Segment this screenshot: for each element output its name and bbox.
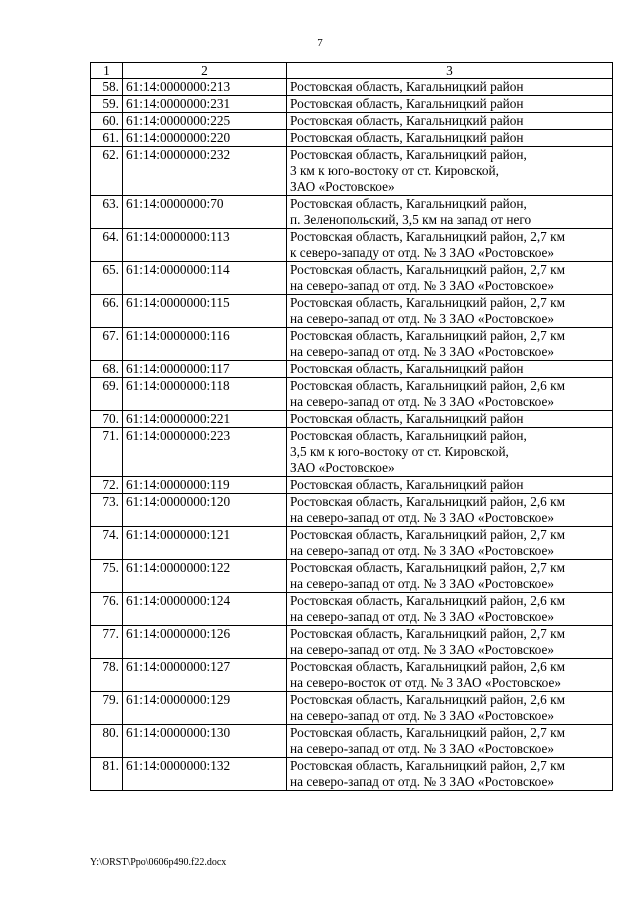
location-address: [287, 130, 613, 147]
location-address: [287, 758, 613, 791]
row-number: 70.: [91, 411, 123, 428]
address-line: Ростовская область, Кагальницкий район, 2,6 км: [290, 593, 566, 608]
cadastral-number: 61:14:0000000:121: [123, 527, 287, 560]
row-number: 76.: [91, 593, 123, 626]
table-header-row: [91, 63, 613, 79]
row-number: 69.: [91, 378, 123, 411]
cadastral-number: 61:14:0000000:114: [123, 262, 287, 295]
cadastral-number: 61:14:0000000:116: [123, 328, 287, 361]
row-number: 71.: [91, 428, 123, 477]
cadastral-number: 61:14:0000000:130: [123, 725, 287, 758]
row-number: 77.: [91, 626, 123, 659]
row-number: 66.: [91, 295, 123, 328]
row-number: 78.: [91, 659, 123, 692]
table-row: [91, 494, 613, 527]
address-line: Ростовская область, Кагальницкий район, 2,6 км: [290, 494, 566, 509]
table-row: [91, 113, 613, 130]
table-row: [91, 411, 613, 428]
address-line: на северо-запад от отд. № 3 ЗАО «Ростовское»: [290, 708, 554, 723]
row-number: 68.: [91, 361, 123, 378]
address-line: Ростовская область, Кагальницкий район: [290, 96, 524, 111]
location-address: [287, 262, 613, 295]
address-line: 3,5 км к юго-востоку от ст. Кировской,: [290, 444, 509, 459]
row-number: 67.: [91, 328, 123, 361]
address-line: Ростовская область, Кагальницкий район, 2,6 км: [290, 692, 566, 707]
location-address: [287, 295, 613, 328]
table-row: [91, 692, 613, 725]
address-line: Ростовская область, Кагальницкий район: [290, 130, 524, 145]
location-address: [287, 659, 613, 692]
page-number: 7: [317, 37, 323, 49]
row-number: 65.: [91, 262, 123, 295]
table-body: [91, 79, 613, 791]
address-line: на северо-запад от отд. № 3 ЗАО «Ростовское»: [290, 642, 554, 657]
table-row: [91, 527, 613, 560]
location-address: [287, 411, 613, 428]
location-address: [287, 229, 613, 262]
row-number: 58.: [91, 79, 123, 96]
address-line: на северо-запад от отд. № 3 ЗАО «Ростовское»: [290, 774, 554, 789]
cadastral-number: 61:14:0000000:122: [123, 560, 287, 593]
row-number: 75.: [91, 560, 123, 593]
address-line: Ростовская область, Кагальницкий район: [290, 113, 524, 128]
address-line: Ростовская область, Кагальницкий район, 2,7 км: [290, 527, 566, 542]
row-number: 63.: [91, 196, 123, 229]
cadastral-number: 61:14:0000000:221: [123, 411, 287, 428]
location-address: [287, 113, 613, 130]
address-line: на северо-запад от отд. № 3 ЗАО «Ростовское»: [290, 394, 554, 409]
file-path-footer: Y:\ORST\Ppo\0606p490.f22.docx: [90, 857, 227, 868]
table-row: [91, 659, 613, 692]
header-col-2: 2: [123, 63, 287, 79]
table-row: [91, 229, 613, 262]
address-line: на северо-запад от отд. № 3 ЗАО «Ростовское»: [290, 576, 554, 591]
address-line: Ростовская область, Кагальницкий район, 2,7 км: [290, 229, 566, 244]
address-line: Ростовская область, Кагальницкий район: [290, 477, 524, 492]
cadastral-number: 61:14:0000000:213: [123, 79, 287, 96]
row-number: 60.: [91, 113, 123, 130]
row-number: 64.: [91, 229, 123, 262]
location-address: [287, 428, 613, 477]
cadastral-number: 61:14:0000000:220: [123, 130, 287, 147]
address-line: на северо-запад от отд. № 3 ЗАО «Ростовское»: [290, 510, 554, 525]
address-line: Ростовская область, Кагальницкий район,: [290, 147, 527, 162]
land-plots-table: [90, 62, 613, 791]
address-line: на северо-запад от отд. № 3 ЗАО «Ростовское»: [290, 278, 554, 293]
cadastral-number: 61:14:0000000:225: [123, 113, 287, 130]
address-line: на северо-восток от отд. № 3 ЗАО «Ростовское»: [290, 675, 562, 690]
address-line: Ростовская область, Кагальницкий район, 2,7 км: [290, 626, 566, 641]
cadastral-number: 61:14:0000000:70: [123, 196, 287, 229]
row-number: 73.: [91, 494, 123, 527]
cadastral-number: 61:14:0000000:132: [123, 758, 287, 791]
table-row: [91, 262, 613, 295]
row-number: 72.: [91, 477, 123, 494]
address-line: Ростовская область, Кагальницкий район: [290, 411, 524, 426]
row-number: 59.: [91, 96, 123, 113]
cadastral-number: 61:14:0000000:129: [123, 692, 287, 725]
table-row: [91, 560, 613, 593]
table-row: [91, 295, 613, 328]
table-row: [91, 378, 613, 411]
address-line: Ростовская область, Кагальницкий район, 2,7 км: [290, 295, 566, 310]
location-address: [287, 96, 613, 113]
header-col-1: 1: [91, 63, 123, 79]
location-address: [287, 378, 613, 411]
cadastral-number: 61:14:0000000:119: [123, 477, 287, 494]
table-row: [91, 428, 613, 477]
location-address: [287, 725, 613, 758]
location-address: [287, 494, 613, 527]
row-number: 81.: [91, 758, 123, 791]
table-row: [91, 130, 613, 147]
location-address: [287, 560, 613, 593]
cadastral-number: 61:14:0000000:223: [123, 428, 287, 477]
table-row: [91, 328, 613, 361]
location-address: [287, 477, 613, 494]
address-line: ЗАО «Ростовское»: [290, 179, 395, 194]
address-line: п. Зеленопольский, 3,5 км на запад от него: [290, 212, 532, 227]
table-row: [91, 477, 613, 494]
location-address: [287, 147, 613, 196]
address-line: Ростовская область, Кагальницкий район, 2,6 км: [290, 378, 566, 393]
location-address: [287, 79, 613, 96]
cadastral-number: 61:14:0000000:120: [123, 494, 287, 527]
location-address: [287, 361, 613, 378]
table-row: [91, 96, 613, 113]
address-line: Ростовская область, Кагальницкий район, 2,6 км: [290, 659, 566, 674]
table-row: [91, 593, 613, 626]
location-address: [287, 692, 613, 725]
table-row: [91, 361, 613, 378]
cadastral-number: 61:14:0000000:115: [123, 295, 287, 328]
row-number: 74.: [91, 527, 123, 560]
table-row: [91, 79, 613, 96]
address-line: ЗАО «Ростовское»: [290, 460, 395, 475]
location-address: [287, 328, 613, 361]
row-number: 62.: [91, 147, 123, 196]
address-line: к северо-западу от отд. № 3 ЗАО «Ростовское»: [290, 245, 555, 260]
cadastral-number: 61:14:0000000:232: [123, 147, 287, 196]
address-line: на северо-запад от отд. № 3 ЗАО «Ростовское»: [290, 344, 554, 359]
address-line: Ростовская область, Кагальницкий район,: [290, 428, 527, 443]
address-line: на северо-запад от отд. № 3 ЗАО «Ростовское»: [290, 311, 554, 326]
address-line: на северо-запад от отд. № 3 ЗАО «Ростовское»: [290, 741, 554, 756]
location-address: [287, 196, 613, 229]
table-row: [91, 758, 613, 791]
table-row: [91, 147, 613, 196]
table-row: [91, 626, 613, 659]
cadastral-number: 61:14:0000000:127: [123, 659, 287, 692]
row-number: 80.: [91, 725, 123, 758]
address-line: Ростовская область, Кагальницкий район, 2,7 км: [290, 328, 566, 343]
cadastral-number: 61:14:0000000:124: [123, 593, 287, 626]
address-line: на северо-запад от отд. № 3 ЗАО «Ростовское»: [290, 609, 554, 624]
address-line: Ростовская область, Кагальницкий район, 2,7 км: [290, 758, 566, 773]
header-col-3: 3: [287, 63, 613, 79]
row-number: 61.: [91, 130, 123, 147]
address-line: Ростовская область, Кагальницкий район: [290, 361, 524, 376]
location-address: [287, 593, 613, 626]
address-line: 3 км к юго-востоку от ст. Кировской,: [290, 163, 499, 178]
table-row: [91, 196, 613, 229]
address-line: Ростовская область, Кагальницкий район: [290, 79, 524, 94]
table-row: [91, 725, 613, 758]
cadastral-number: 61:14:0000000:118: [123, 378, 287, 411]
cadastral-number: 61:14:0000000:113: [123, 229, 287, 262]
address-line: на северо-запад от отд. № 3 ЗАО «Ростовское»: [290, 543, 554, 558]
address-line: Ростовская область, Кагальницкий район, 2,7 км: [290, 262, 566, 277]
address-line: Ростовская область, Кагальницкий район, 2,7 км: [290, 725, 566, 740]
cadastral-number: 61:14:0000000:126: [123, 626, 287, 659]
cadastral-number: 61:14:0000000:117: [123, 361, 287, 378]
address-line: Ростовская область, Кагальницкий район, 2,7 км: [290, 560, 566, 575]
cadastral-number: 61:14:0000000:231: [123, 96, 287, 113]
row-number: 79.: [91, 692, 123, 725]
location-address: [287, 626, 613, 659]
location-address: [287, 527, 613, 560]
address-line: Ростовская область, Кагальницкий район,: [290, 196, 527, 211]
